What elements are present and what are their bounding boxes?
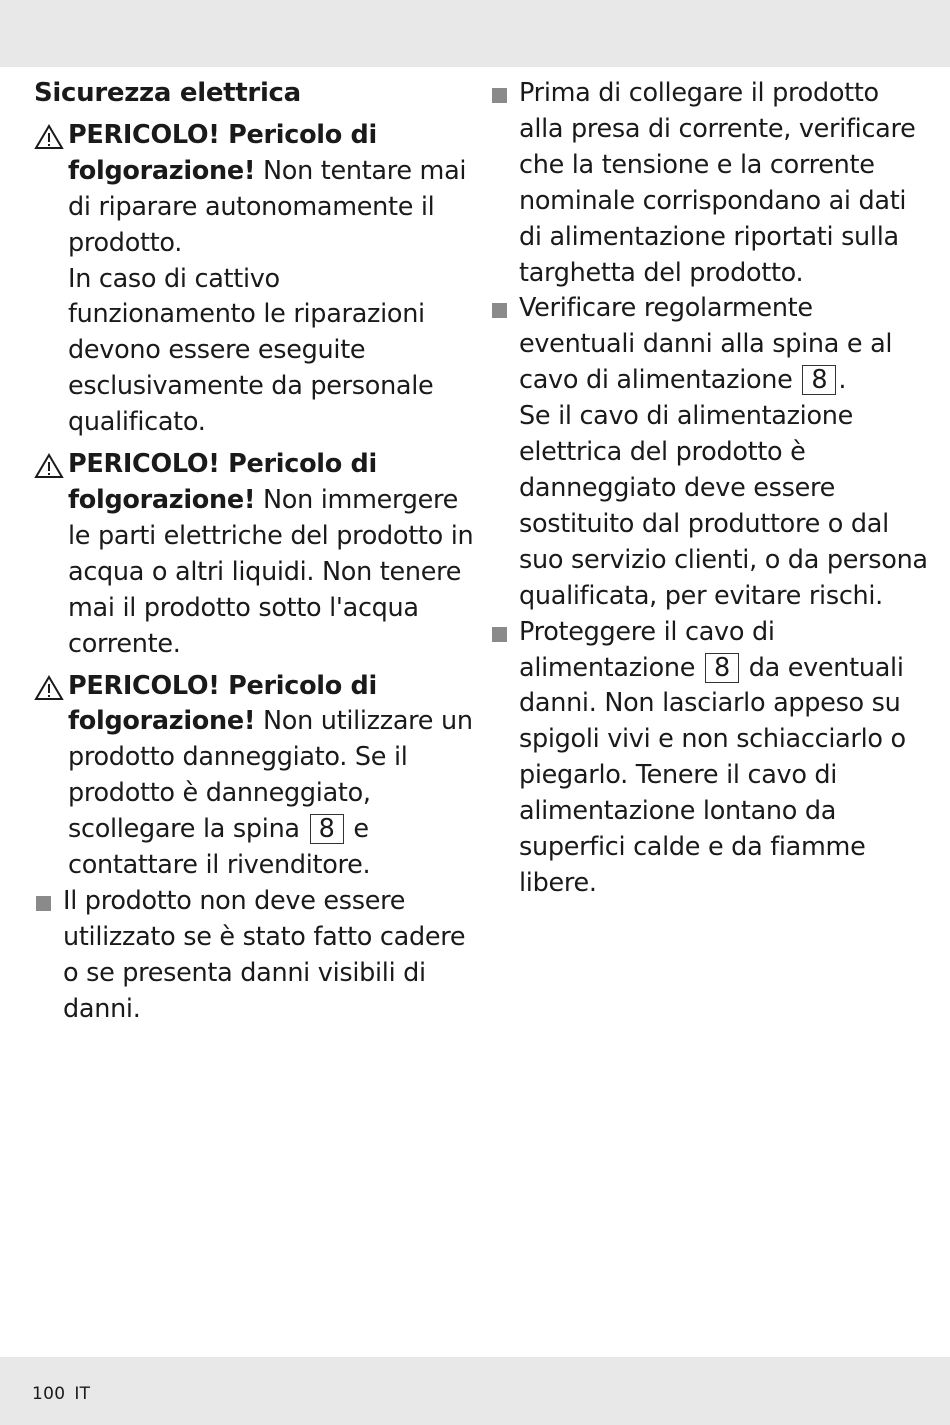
warning-triangle-icon [34, 453, 64, 479]
warning-heading-1: PERICOLO! Pericolo di folgorazione! [68, 119, 377, 186]
bullet-text-start: Proteggere il cavo di alimentazione [519, 616, 775, 683]
page-number: 100 [32, 1384, 66, 1404]
warning-text-1 [68, 118, 474, 262]
warning-text-3 [68, 669, 474, 884]
right-column [490, 76, 930, 902]
warning-body-1b: In caso di cattivo funzionamento le riparazioni devono essere eseguite esclusivamente da personale qualificato. [68, 263, 434, 438]
bottom-band [0, 1357, 950, 1425]
part-ref-badge: 8 [705, 653, 739, 683]
warning-heading-3: PERICOLO! Pericolo di folgorazione! [68, 670, 377, 737]
warning-block-1 [34, 118, 474, 441]
square-bullet-icon [492, 88, 507, 103]
warning-block-2 [34, 447, 474, 662]
square-bullet-icon [492, 627, 507, 642]
warning-body-3-end: e contattare il rivenditore. [68, 814, 371, 881]
top-band [0, 0, 950, 67]
page-footer [32, 1384, 90, 1404]
square-bullet-icon [492, 303, 507, 318]
square-bullet-icon [36, 896, 51, 911]
bullet-text-end: . [838, 365, 847, 396]
bullet-text-extra: Se il cavo di alimentazione elettrica del prodotto è danneggiato deve essere sostituito dal produttore o dal suo servizio clienti, o da persona qualificata, per evitare rischi. [519, 401, 928, 611]
bullet-text [519, 615, 930, 902]
section-title: Sicurezza elettrica [34, 78, 301, 108]
warning-body-1: Non tentare mai di riparare autonomamente il prodotto. [68, 155, 467, 258]
language-code: IT [74, 1384, 91, 1404]
part-ref-badge: 8 [310, 814, 344, 844]
left-column [34, 76, 474, 1028]
list-item [490, 76, 930, 291]
list-item [490, 291, 930, 614]
warning-heading-2: PERICOLO! Pericolo di folgorazione! [68, 449, 377, 515]
warning-triangle-icon [34, 124, 64, 150]
warning-block-3 [34, 669, 474, 884]
list-item [490, 615, 930, 902]
warning-body-2: Non immergere le parti elettriche del prodotto in acqua o altri liquidi. Non tenere mai il prodotto sotto l'acqua corrente. [68, 484, 474, 659]
warning-triangle-icon [34, 675, 64, 701]
bullet-text-start: Verificare regolarmente eventuali danni alla spina e al cavo di alimentazione [519, 293, 893, 396]
warning-body-3: Non utilizzare un prodotto danneggiato. Se il prodotto è danneggiato, scollegare la spina [68, 706, 473, 845]
list-item [34, 884, 474, 1028]
part-ref-badge: 8 [802, 365, 836, 395]
bullet-text-end: da eventuali danni. Non lasciarlo appeso su spigoli vivi e non schiacciarlo o piegarlo. Tenere il cavo di alimentazione lontano da superfici calde e da fiamme libere. [519, 652, 906, 898]
bullet-text [519, 291, 930, 399]
bullet-text: Prima di collegare il prodotto alla presa di corrente, verificare che la tensione e la corrente nominale corrispondano ai dati di alimentazione riportati sulla targhetta del prodotto. [519, 78, 916, 288]
warning-text-2 [68, 447, 474, 662]
bullet-text: Il prodotto non deve essere utilizzato se è stato fatto cadere o se presenta danni visibili di danni. [63, 885, 466, 1024]
